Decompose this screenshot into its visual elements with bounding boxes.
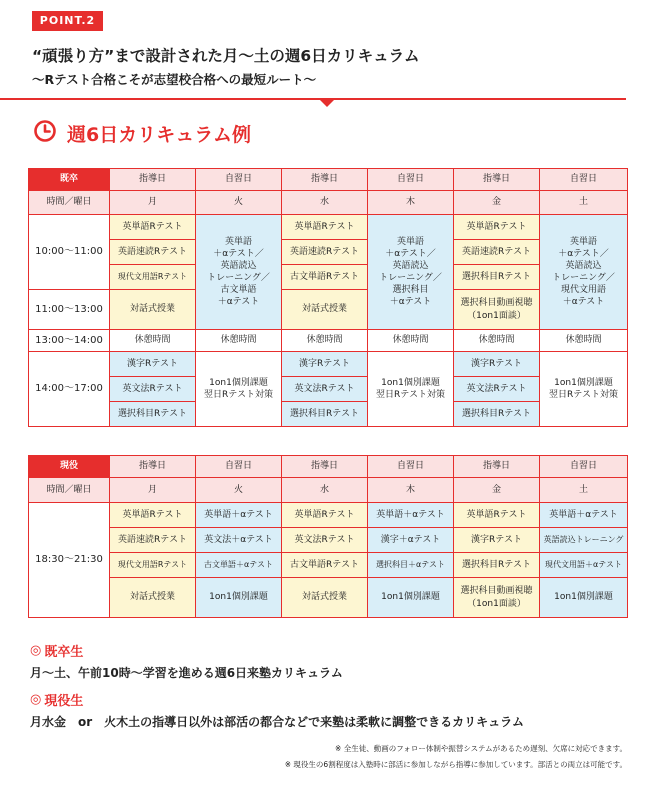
day-type: 指導日 <box>454 456 540 478</box>
table-label: 現役 <box>29 456 110 478</box>
schedule-cell: 1on1個別課題 翌日Rテスト対策 <box>540 352 628 427</box>
day-type: 自習日 <box>540 456 628 478</box>
schedule-cell: 英語速読Rテスト <box>454 240 540 265</box>
schedule-cell: 1on1個別課題 翌日Rテスト対策 <box>368 352 454 427</box>
schedule-cell: 選択科目動画視聴 （1on1面談） <box>454 290 540 330</box>
schedule-cell: 英単語Rテスト <box>110 503 196 528</box>
schedule-cell: 1on1個別課題 翌日Rテスト対策 <box>196 352 282 427</box>
schedule-cell: 英単語＋αテスト <box>368 503 454 528</box>
time-slot: 13:00〜14:00 <box>29 330 110 352</box>
current-note-text: 月水金 or 火木土の指導日以外は部活の都合などで来塾は柔軟に調整できるカリキュラム <box>30 715 525 729</box>
double-circle-icon: ◎ <box>30 643 42 658</box>
schedule-cell: 英単語Rテスト <box>282 215 368 240</box>
schedule-cell: 英単語Rテスト <box>454 503 540 528</box>
schedule-cell: 現代文用語Rテスト <box>110 553 196 578</box>
weekday: 水 <box>282 478 368 503</box>
schedule-cell: 選択科目動画視聴 （1on1面談） <box>454 578 540 618</box>
schedule-cell: 英単語 ＋αテスト／ 英語読込 トレーニング／ 選択科目 ＋αテスト <box>368 215 454 330</box>
schedule-cell: 漢字Rテスト <box>282 352 368 377</box>
schedule-cell: 1on1個別課題 <box>196 578 282 618</box>
footnote: ※ 全生徒、動画のフォロー体制や振替システムがあるため遅刻、欠席に対応できます。 <box>335 744 627 753</box>
schedule-cell: 漢字Rテスト <box>110 352 196 377</box>
current-student-schedule-table <box>28 455 628 618</box>
schedule-cell: 英単語Rテスト <box>282 503 368 528</box>
schedule-cell: 英文法Rテスト <box>110 377 196 402</box>
schedule-cell: 英文法＋αテスト <box>196 528 282 553</box>
current-note-title: 現役生 <box>44 694 84 709</box>
weekday: 月 <box>110 191 196 215</box>
time-slot: 10:00〜11:00 <box>29 215 110 290</box>
schedule-cell: 英語速読Rテスト <box>110 528 196 553</box>
graduate-note-text: 月〜土、午前10時〜学習を進める週6日来塾カリキュラム <box>30 666 343 680</box>
weekday: 木 <box>368 191 454 215</box>
clock-icon <box>33 119 57 147</box>
weekday: 金 <box>454 191 540 215</box>
schedule-cell: 英単語 ＋αテスト／ 英語読込 トレーニング／ 古文単語 ＋αテスト <box>196 215 282 330</box>
day-type: 自習日 <box>540 169 628 191</box>
day-type: 自習日 <box>196 169 282 191</box>
schedule-cell: 選択科目Rテスト <box>454 265 540 290</box>
schedule-cell: 対話式授業 <box>110 578 196 618</box>
schedule-cell: 英文法Rテスト <box>282 377 368 402</box>
page-heading: “頑張り方”まで設計された月〜土の週6日カリキュラム <box>32 47 420 65</box>
schedule-cell: 英語速読Rテスト <box>282 240 368 265</box>
table-label: 既卒 <box>29 169 110 191</box>
schedule-cell: 対話式授業 <box>110 290 196 330</box>
schedule-title <box>33 118 251 148</box>
schedule-title-text: 週6日カリキュラム例 <box>67 123 252 146</box>
day-type: 自習日 <box>368 456 454 478</box>
time-slot: 18:30〜21:30 <box>29 503 110 618</box>
weekday: 土 <box>540 478 628 503</box>
schedule-cell: 英単語Rテスト <box>110 215 196 240</box>
schedule-cell: 漢字Rテスト <box>454 352 540 377</box>
rest-cell: 休憩時間 <box>110 330 196 352</box>
rest-cell: 休憩時間 <box>282 330 368 352</box>
weekday: 金 <box>454 478 540 503</box>
schedule-cell: 選択科目Rテスト <box>454 553 540 578</box>
double-circle-icon: ◎ <box>30 692 42 707</box>
divider-line <box>0 98 626 100</box>
schedule-cell: 対話式授業 <box>282 578 368 618</box>
schedule-cell: 選択科目＋αテスト <box>368 553 454 578</box>
schedule-cell: 英文法Rテスト <box>282 528 368 553</box>
schedule-cell: 古文単語Rテスト <box>282 265 368 290</box>
schedule-cell: 漢字＋αテスト <box>368 528 454 553</box>
time-slot: 14:00〜17:00 <box>29 352 110 427</box>
row-header: 時間／曜日 <box>29 191 110 215</box>
row-header: 時間／曜日 <box>29 478 110 503</box>
point-badge: POINT.2 <box>32 11 103 31</box>
weekday: 木 <box>368 478 454 503</box>
day-type: 指導日 <box>282 456 368 478</box>
schedule-cell: 英文法Rテスト <box>454 377 540 402</box>
weekday: 火 <box>196 478 282 503</box>
weekday: 火 <box>196 191 282 215</box>
schedule-cell: 現代文用語＋αテスト <box>540 553 628 578</box>
day-type: 指導日 <box>454 169 540 191</box>
schedule-cell: 英単語＋αテスト <box>196 503 282 528</box>
schedule-cell: 1on1個別課題 <box>368 578 454 618</box>
schedule-cell: 英単語 ＋αテスト／ 英語読込 トレーニング／ 現代文用語 ＋αテスト <box>540 215 628 330</box>
rest-cell: 休憩時間 <box>196 330 282 352</box>
schedule-cell: 選択科目Rテスト <box>110 402 196 427</box>
graduate-note-heading <box>30 641 83 660</box>
schedule-cell: 選択科目Rテスト <box>454 402 540 427</box>
day-type: 指導日 <box>282 169 368 191</box>
schedule-cell: 英単語＋αテスト <box>540 503 628 528</box>
divider-pointer <box>320 100 334 107</box>
day-type: 指導日 <box>110 169 196 191</box>
rest-cell: 休憩時間 <box>368 330 454 352</box>
schedule-cell: 英語読込トレーニング <box>540 528 628 553</box>
weekday: 月 <box>110 478 196 503</box>
schedule-cell: 漢字Rテスト <box>454 528 540 553</box>
day-type: 指導日 <box>110 456 196 478</box>
schedule-cell: 選択科目Rテスト <box>282 402 368 427</box>
day-type: 自習日 <box>196 456 282 478</box>
weekday: 土 <box>540 191 628 215</box>
schedule-cell: 古文単語Rテスト <box>282 553 368 578</box>
footnote: ※ 現役生の6割程度は入塾時に部活に参加しながら指導に参加しています。部活との両立は可能です。 <box>284 760 627 769</box>
graduate-note-title: 既卒生 <box>44 645 84 660</box>
current-note-heading <box>30 690 83 709</box>
graduate-schedule-table <box>28 168 628 427</box>
weekday: 水 <box>282 191 368 215</box>
schedule-cell: 1on1個別課題 <box>540 578 628 618</box>
page-subheading: 〜Rテスト合格こそが志望校合格への最短ルート〜 <box>32 72 317 87</box>
rest-cell: 休憩時間 <box>454 330 540 352</box>
schedule-cell: 現代文用語Rテスト <box>110 265 196 290</box>
schedule-cell: 英単語Rテスト <box>454 215 540 240</box>
schedule-cell: 古文単語＋αテスト <box>196 553 282 578</box>
schedule-cell: 対話式授業 <box>282 290 368 330</box>
time-slot: 11:00〜13:00 <box>29 290 110 330</box>
schedule-cell: 英語速読Rテスト <box>110 240 196 265</box>
rest-cell: 休憩時間 <box>540 330 628 352</box>
day-type: 自習日 <box>368 169 454 191</box>
